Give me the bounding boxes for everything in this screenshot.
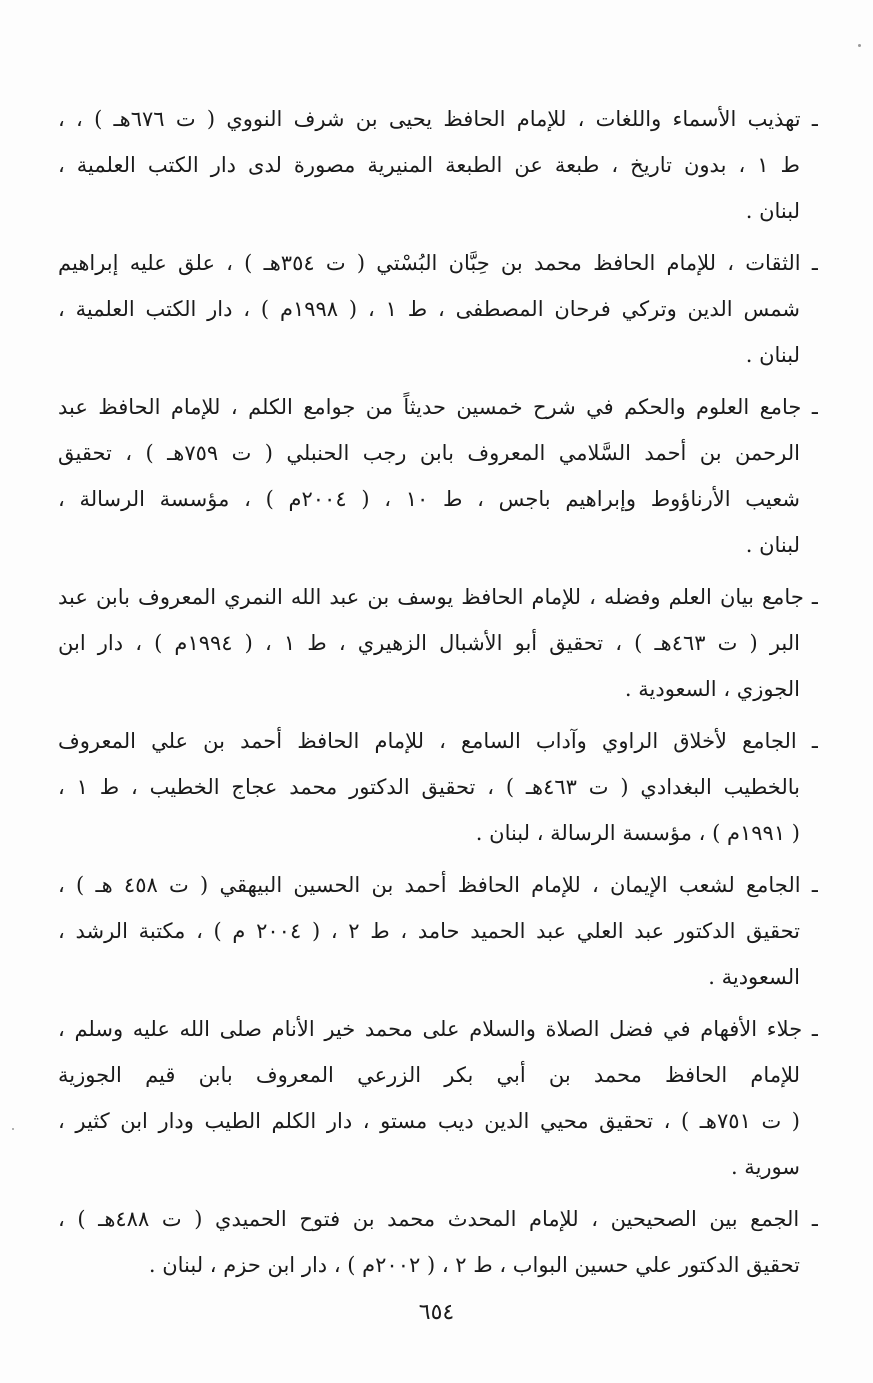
entry-line: تحقيق الدكتور عبد العلي عبد الحميد حامد ، ط ٢ ، ( ٢٠٠٤ م ) ، مكتبة الرشد ، [58, 919, 800, 943]
entry-line: تحقيق الدكتور علي حسين البواب ، ط ٢ ، ( ٢٠٠٢م ) ، دار ابن حزم ، لبنان . [148, 1253, 800, 1277]
bibliography-entry [58, 574, 818, 712]
entry-line: السعودية . [708, 965, 800, 989]
entry-line: للإمام الحافظ محمد بن أبي بكر الزرعي المعروف بابن قيم الجوزية [58, 1063, 800, 1087]
bibliography-entry [58, 718, 818, 856]
entry-line: ـ الثقات ، للإمام الحافظ محمد بن حِبَّان البُسْتي ( ت ٣٥٤هـ ) ، علق عليه إبراهيم [58, 251, 818, 275]
page-number: ٦٥٤ [418, 1300, 455, 1325]
bibliography-entry [58, 862, 818, 1000]
entry-line: الرحمن بن أحمد السَّلامي المعروف بابن رجب الحنبلي ( ت ٧٥٩هـ ) ، تحقيق [58, 441, 800, 465]
scan-speck [12, 1128, 14, 1130]
bibliography-entry [58, 96, 818, 234]
entry-line: سورية . [730, 1155, 800, 1179]
bibliography-entry [58, 240, 818, 378]
bibliography-entry [58, 384, 818, 568]
entry-line: ـ جامع بيان العلم وفضله ، للإمام الحافظ يوسف بن عبد الله النمري المعروف بابن عبد [58, 585, 818, 609]
entry-line: شمس الدين وتركي فرحان المصطفى ، ط ١ ، ( ١٩٩٨م ) ، دار الكتب العلمية ، [58, 297, 800, 321]
bibliography-list [58, 96, 818, 1294]
entry-line: ـ جامع العلوم والحكم في شرح خمسين حديثاً من جوامع الكلم ، للإمام الحافظ عبد [58, 395, 818, 419]
entry-line: الجوزي ، السعودية . [624, 677, 800, 701]
entry-line: البر ( ت ٤٦٣هـ ) ، تحقيق أبو الأشبال الزهيري ، ط ١ ، ( ١٩٩٤م ) ، دار ابن [58, 631, 801, 655]
bibliography-entry [58, 1196, 818, 1288]
entry-line: ـ الجمع بين الصحيحين ، للإمام المحدث محمد بن فتوح الحميدي ( ت ٤٨٨هـ ) ، [58, 1207, 818, 1231]
entry-line: بالخطيب البغدادي ( ت ٤٦٣هـ ) ، تحقيق الدكتور محمد عجاج الخطيب ، ط ١ ، [58, 775, 800, 799]
entry-line: لبنان . [745, 343, 800, 367]
entry-line: ( ت ٧٥١هـ ) ، تحقيق محيي الدين ديب مستو ، دار الكلم الطيب ودار ابن كثير ، [58, 1109, 800, 1133]
entry-line: ـ الجامع لشعب الإيمان ، للإمام الحافظ أحمد بن الحسين البيهقي ( ت ٤٥٨ هـ ) ، [58, 873, 818, 897]
entry-line: ( ١٩٩١م ) ، مؤسسة الرسالة ، لبنان . [475, 821, 800, 845]
entry-line: ـ الجامع لأخلاق الراوي وآداب السامع ، للإمام الحافظ أحمد بن علي المعروف [58, 729, 818, 753]
bibliography-entry [58, 1006, 818, 1190]
entry-line: ـ جلاء الأفهام في فضل الصلاة والسلام على محمد خير الأنام صلى الله عليه وسلم ، [58, 1017, 818, 1041]
entry-line: شعيب الأرناؤوط وإبراهيم باجس ، ط ١٠ ، ( ٢٠٠٤م ) ، مؤسسة الرسالة ، [58, 487, 800, 511]
entry-line: ط ١ ، بدون تاريخ ، طبعة عن الطبعة المنيرية مصورة لدى دار الكتب العلمية ، [58, 153, 800, 177]
entry-line: لبنان . [745, 533, 800, 557]
entry-line: ـ تهذيب الأسماء واللغات ، للإمام الحافظ يحيى بن شرف النووي ( ت ٦٧٦هـ ) ، ، [58, 107, 818, 131]
entry-line: لبنان . [745, 199, 800, 223]
scan-speck [858, 44, 861, 47]
